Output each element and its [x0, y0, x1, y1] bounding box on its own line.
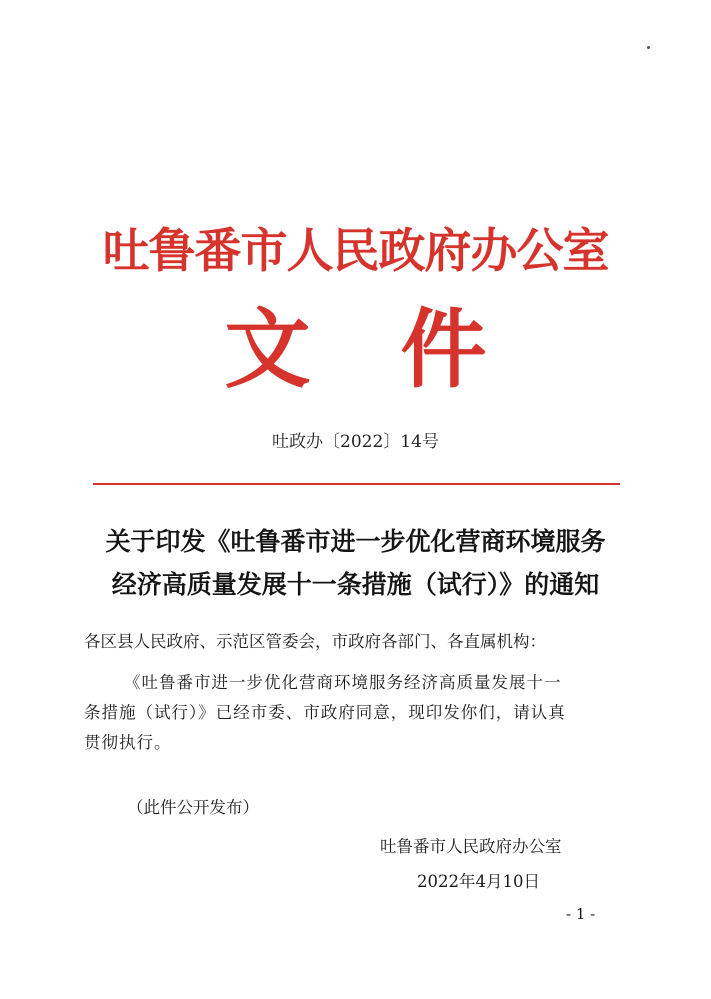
- issuing-organization-header: 吐鲁番市人民政府办公室: [102, 224, 609, 279]
- signature-issuer: 吐鲁番市人民政府办公室: [380, 837, 562, 856]
- document-word-header: 文件: [224, 299, 577, 400]
- publication-note: （此件公开发布）: [127, 798, 259, 817]
- scan-speck: [647, 46, 650, 49]
- title-line-1: 关于印发《吐鲁番市进一步优化营商环境服务: [105, 527, 606, 556]
- addressee-line: 各区县人民政府、示范区管委会，市政府各部门、各直属机构：: [84, 632, 546, 651]
- body-paragraph: [84, 668, 624, 758]
- title-line-2: 经济高质量发展十一条措施（试行）》的通知: [111, 570, 600, 599]
- page-number: - 1 -: [566, 905, 596, 923]
- document-title: [60, 520, 651, 606]
- body-line-3: 贯彻执行。: [84, 733, 172, 752]
- document-number: 吐政办〔2022〕14号: [272, 432, 439, 452]
- signature-date: 2022年4月10日: [417, 872, 540, 891]
- body-line-2: 条措施（试行）》已经市委、市政府同意，现印发你们，请认真: [84, 703, 566, 722]
- red-separator-line: [93, 483, 620, 485]
- body-line-1: 《吐鲁番市进一步优化营商环境服务经济高质量发展十一: [124, 673, 562, 692]
